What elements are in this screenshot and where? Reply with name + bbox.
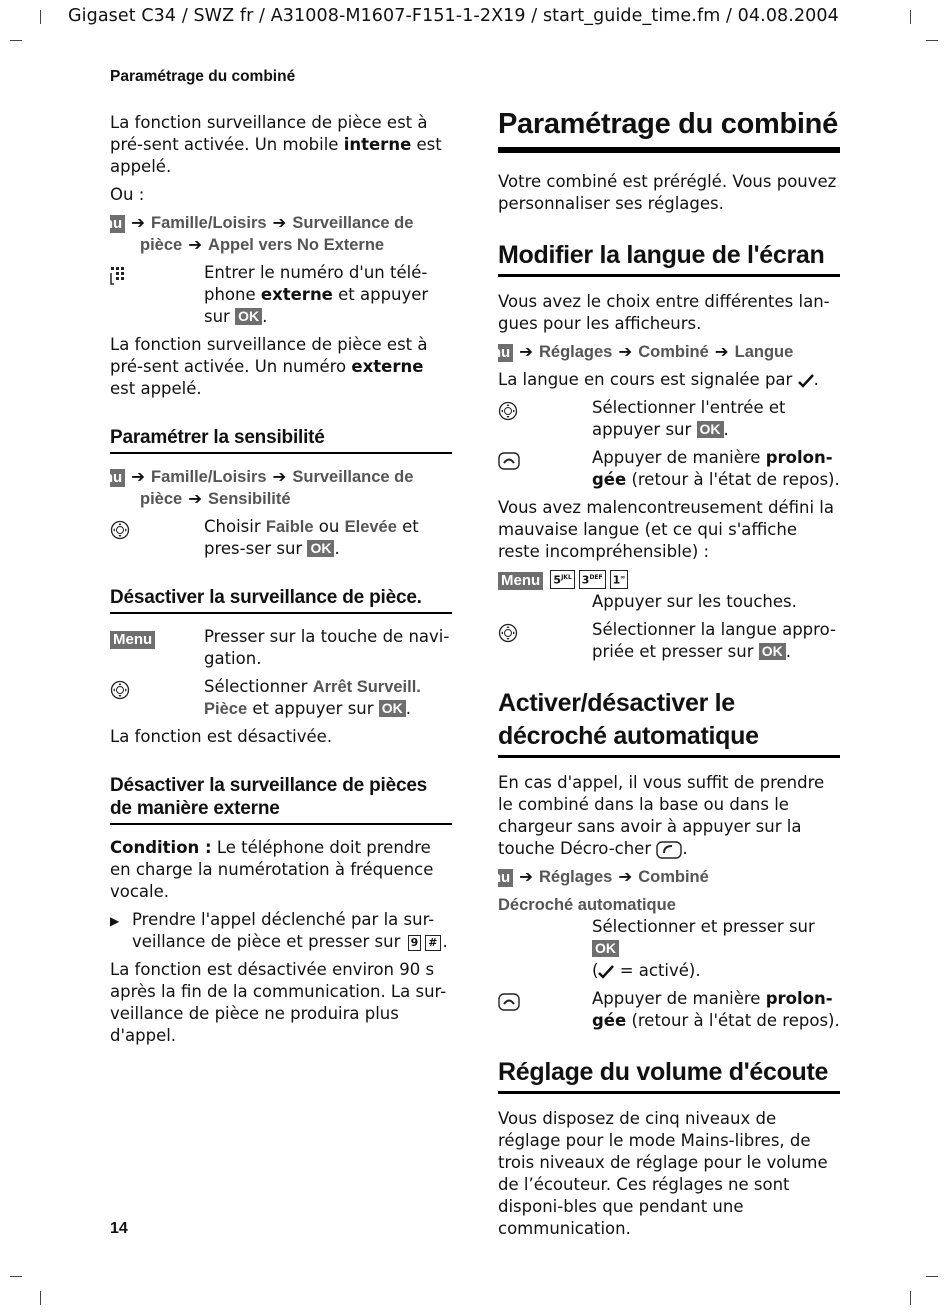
paragraph: La fonction est désactivée environ 90 s après la fin de la communication. La sur-veillance de pièce ne produira plus d'appel. (110, 960, 447, 1045)
section-heading: Modifier la langue de l'écran (498, 239, 840, 277)
crop-mark (10, 1276, 22, 1277)
right-column (471, 107, 840, 1246)
menu-path: Menu ➔ Famille/Loisirs ➔ Surveillance de pièce ➔ Appel vers No Externe (83, 213, 414, 254)
section-heading: Paramétrer la sensibilité (110, 426, 452, 454)
check-icon (598, 961, 614, 980)
crop-mark (926, 1276, 938, 1277)
section-heading: Désactiver la surveillance de pièces de manière externe (110, 774, 452, 825)
key-sequence (498, 569, 840, 591)
left-column (83, 112, 452, 1053)
menu-path: Menu ➔ Réglages ➔ Combiné ➔ Langue (471, 342, 794, 361)
end-call-key-icon (498, 447, 592, 491)
step-text: Sélectionner et presser sur OK ( = activé). (592, 917, 815, 980)
step-row (498, 619, 840, 663)
ok-key-icon: OK (307, 540, 334, 557)
keypad-icon (110, 262, 204, 328)
step-row (110, 676, 452, 720)
crop-mark (910, 10, 911, 24)
menu-key-icon: Menu (498, 344, 513, 362)
end-call-key-icon (498, 988, 592, 1032)
nav-key-icon (110, 676, 204, 720)
paragraph: La fonction est désactivée. (110, 727, 333, 746)
step-text: Sélectionner l'entrée et appuyer sur OK . (592, 398, 786, 439)
key-5-icon: $5^{JKL}$ (550, 570, 574, 589)
menu-key-icon: Menu (110, 469, 125, 487)
menu-key-icon: Menu (498, 572, 543, 590)
step-row (110, 516, 452, 560)
step-row (498, 397, 840, 441)
step-text: Appuyer sur les touches. (592, 592, 797, 611)
key-1-icon: 1∞ (610, 570, 629, 589)
paragraph: Vous disposez de cinq niveaux de réglage pour le mode Mains-libres, de trois niveaux de réglage pour le volume de l’écouteur. Ces réglages ne sont disponi-bles que pendant une communication. (498, 1109, 828, 1238)
crop-mark (10, 40, 22, 41)
step-row (498, 916, 840, 982)
paragraph: Vous avez malencontreusement défini la mauvaise langue (et ce qui s'affiche reste incompréhensible) : (498, 498, 834, 561)
step-row (498, 447, 840, 491)
running-head: Paramétrage du combiné (110, 68, 296, 85)
paragraph: En cas d'appel, il vous suffit de prendre le combiné dans la base ou dans le chargeur sans avoir à appuyer sur la touche Décro-cher . (498, 773, 825, 858)
talk-key-icon (656, 839, 682, 858)
crop-mark (926, 40, 938, 41)
paragraph: La fonction surveillance de pièce est à pré-sent activée. Un numéro externe est appelé. (110, 335, 428, 398)
paragraph: Votre combiné est préréglé. Vous pouvez personnaliser ses réglages. (498, 172, 837, 213)
crop-mark (910, 1291, 911, 1305)
section-heading: Désactiver la surveillance de pièce. (110, 586, 452, 614)
menu-key-icon: Menu (498, 869, 513, 887)
page-number: 14 (110, 1220, 128, 1237)
bullet-item: ▶ Prendre l'appel déclenché par la sur-veillance de pièce et presser sur 9 # . (110, 910, 448, 951)
ok-key-icon: OK (592, 940, 619, 957)
crop-mark (40, 10, 41, 24)
key-hash-icon: # (425, 935, 440, 951)
key-3-icon: $3^{DEF}$ (579, 570, 606, 589)
paragraph: Vous avez le choix entre différentes lan-gues pour les afficheurs. (498, 292, 830, 333)
step-row (110, 262, 452, 328)
ok-key-icon: OK (379, 700, 406, 717)
crop-mark (40, 1291, 41, 1305)
ok-key-icon: OK (759, 643, 786, 660)
menu-path: Menu ➔ Famille/Loisirs ➔ Surveillance de pièce ➔ Sensibilité (83, 467, 414, 508)
section-heading: Réglage du volume d'écoute (498, 1056, 840, 1094)
nav-key-icon (498, 619, 592, 663)
paragraph: La langue en cours est signalée par . (498, 370, 819, 389)
key-9-icon: 9 (408, 935, 422, 951)
menu-key-icon: Menu (110, 215, 125, 233)
bullet-arrow-icon: ▶ (110, 914, 120, 928)
nav-key-icon (110, 516, 204, 560)
step-row (498, 988, 840, 1032)
ok-key-icon: OK (697, 421, 724, 438)
menu-option: Décroché automatique (498, 896, 676, 914)
paragraph-ou: Ou : (110, 185, 145, 204)
step-text: Choisir Faible ou Elevée et pres-ser sur OK . (204, 517, 419, 558)
paragraph: Condition : Le téléphone doit prendre en charge la numérotation à fréquence vocale. (110, 838, 434, 901)
section-heading: Activer/désactiver le décroché automatique (498, 687, 840, 758)
document-header: Gigaset C34 / SWZ fr / A31008-M1607-F151-1-2X19 / start_guide_time.fm / 04.08.2004 (68, 6, 839, 26)
ok-key-icon: OK (235, 308, 262, 325)
step-row (110, 626, 452, 670)
step-text: Entrer le numéro d'un télé-phone externe et appuyer sur OK . (204, 263, 429, 326)
step-text: Appuyer de manière prolon-gée (retour à l'état de repos). (592, 448, 840, 489)
step-text: Sélectionner Arrêt Surveill. Pièce et appuyer sur OK . (204, 677, 421, 718)
check-icon (798, 370, 814, 389)
step-text: Appuyer de manière prolon-gée (retour à l'état de repos). (592, 989, 840, 1030)
page-title: Paramétrage du combiné (498, 107, 840, 153)
paragraph: La fonction surveillance de pièce est à pré-sent activée. Un mobile interne est appelé. (110, 113, 442, 176)
step-text: Sélectionner la langue appro-priée et presser sur OK . (592, 620, 836, 661)
step-text: Presser sur la touche de navi-gation. (204, 627, 450, 668)
nav-key-icon (498, 397, 592, 441)
menu-path: Menu ➔ Réglages ➔ Combiné (471, 867, 709, 886)
menu-key-icon: Menu (110, 631, 155, 649)
step-row (498, 591, 840, 613)
